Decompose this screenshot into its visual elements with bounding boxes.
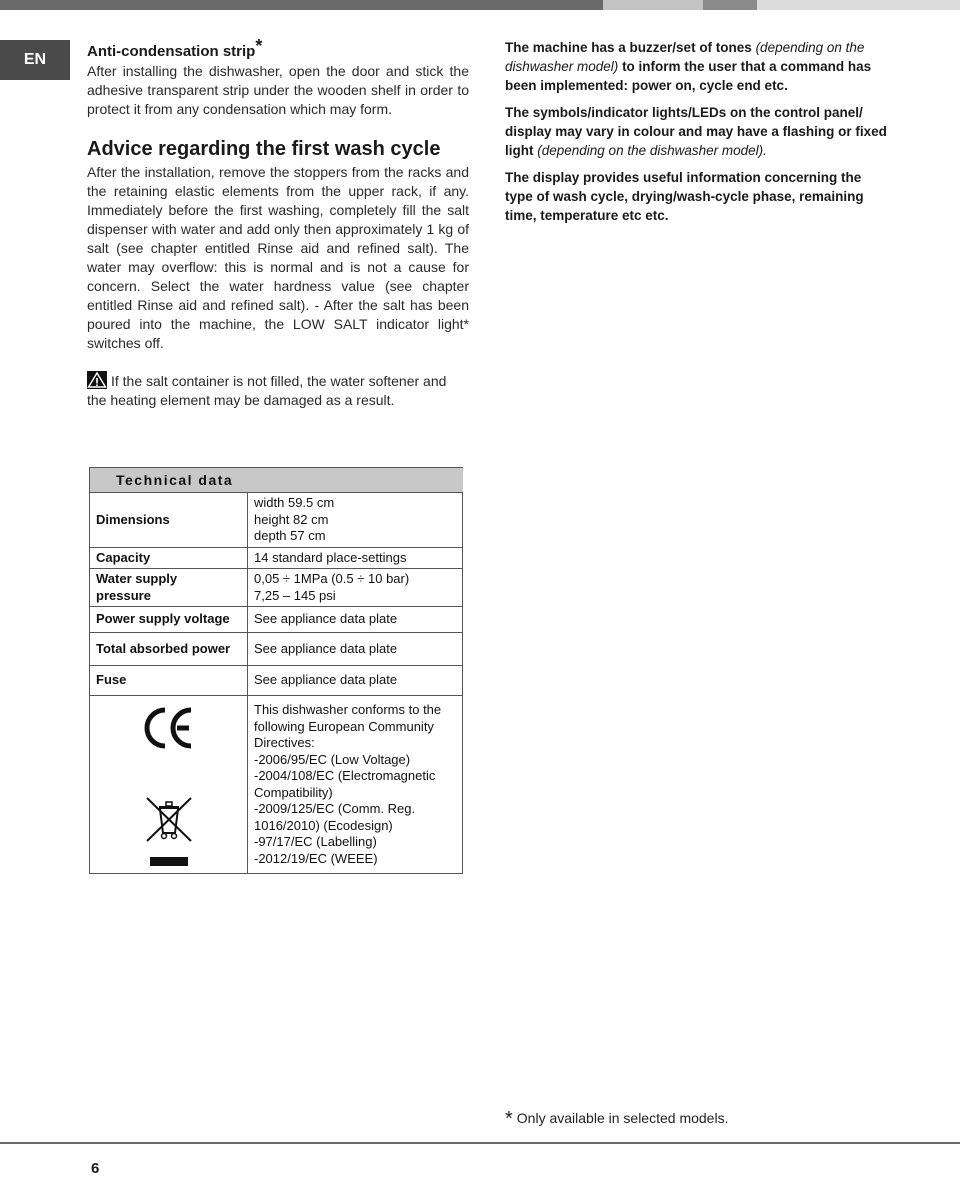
right-column (505, 38, 889, 233)
ce-mark-icon (141, 706, 197, 750)
warning-triangle-icon (87, 371, 107, 389)
table-row (90, 569, 463, 607)
page-number: 6 (91, 1160, 100, 1177)
capacity-value: 14 standard place-settings (248, 547, 463, 569)
top-color-bar (0, 0, 960, 10)
table-row (90, 547, 463, 569)
display-paragraph: The display provides useful information concerning the type of wash cycle, drying/wash-cycle phase, remaining time, temperature etc etc. (505, 170, 864, 223)
total-absorbed-power-value: See appliance data plate (248, 633, 463, 666)
footnote: * Only available in selected models. (505, 1108, 729, 1130)
water-pressure-label: Water supply pressure (90, 569, 248, 607)
water-pressure-value: 0,05 ÷ 1MPa (0.5 ÷ 10 bar) 7,25 – 145 psi (248, 569, 463, 607)
compliance-symbols (90, 696, 248, 874)
technical-data-title: Technical data (90, 468, 463, 493)
table-row (90, 666, 463, 696)
fuse-label: Fuse (90, 666, 248, 696)
dimensions-value: width 59.5 cm height 82 cm depth 57 cm (248, 493, 463, 548)
table-row (90, 493, 463, 548)
power-supply-voltage-label: Power supply voltage (90, 607, 248, 633)
salt-warning: If the salt container is not filled, the water softener and the heating element may be damaged as a result. (87, 373, 447, 408)
buzzer-paragraph: The machine has a buzzer/set of tones (depending on the dishwasher model) to inform the user that a command has been implemented: power on, cycle end etc. (505, 40, 872, 93)
language-tab: EN (0, 40, 70, 80)
crossed-bin-icon (144, 795, 194, 843)
table-row (90, 696, 463, 874)
ce-directives: This dishwasher conforms to the following European Community Directives: -2006/95/EC (Low Voltage) -2004/108/EC (Electromagnetic Compatibility) -2009/125/EC (Comm. Reg. 1016/2010) (Ecodesign) -97/17/EC (Labelling) -2012/19/EC (WEEE) (248, 696, 463, 874)
total-absorbed-power-label: Total absorbed power (90, 633, 248, 666)
table-row (90, 633, 463, 666)
weee-bar (150, 857, 188, 866)
indicator-paragraph: The symbols/indicator lights/LEDs on the control panel/ display may vary in colour and may have a flashing or fixed light (depending on the dishwasher model). (505, 105, 887, 158)
fuse-value: See appliance data plate (248, 666, 463, 696)
advice-heading: Advice regarding the first wash cycle (87, 138, 441, 160)
bottom-rule (0, 1142, 960, 1144)
left-column (87, 36, 469, 410)
technical-data-table (89, 467, 463, 874)
anti-condensation-heading: Anti-condensation strip* (87, 36, 263, 60)
capacity-label: Capacity (90, 547, 248, 569)
table-header-row (90, 468, 463, 493)
anti-condensation-text: After installing the dishwasher, open the door and stick the adhesive transparent strip under the wooden shelf in order to protect it from any condensation which may form. (87, 63, 469, 117)
power-supply-voltage-value: See appliance data plate (248, 607, 463, 633)
table-row (90, 607, 463, 633)
dimensions-label: Dimensions (90, 493, 248, 548)
advice-text: After the installation, remove the stoppers from the racks and the retaining elastic elements from the upper rack, if any. Immediately before the first washing, completely fill the salt dispenser with water and add only then approximately 1 kg of salt (see chapter entitled Rinse aid and refined salt). The water may overflow: this is normal and is not a cause for concern. Select the water hardness value (see chapter entitled Rinse aid and refined salt). - After the salt has been poured into the machine, the LOW SALT indicator light* switches off. (87, 164, 469, 351)
